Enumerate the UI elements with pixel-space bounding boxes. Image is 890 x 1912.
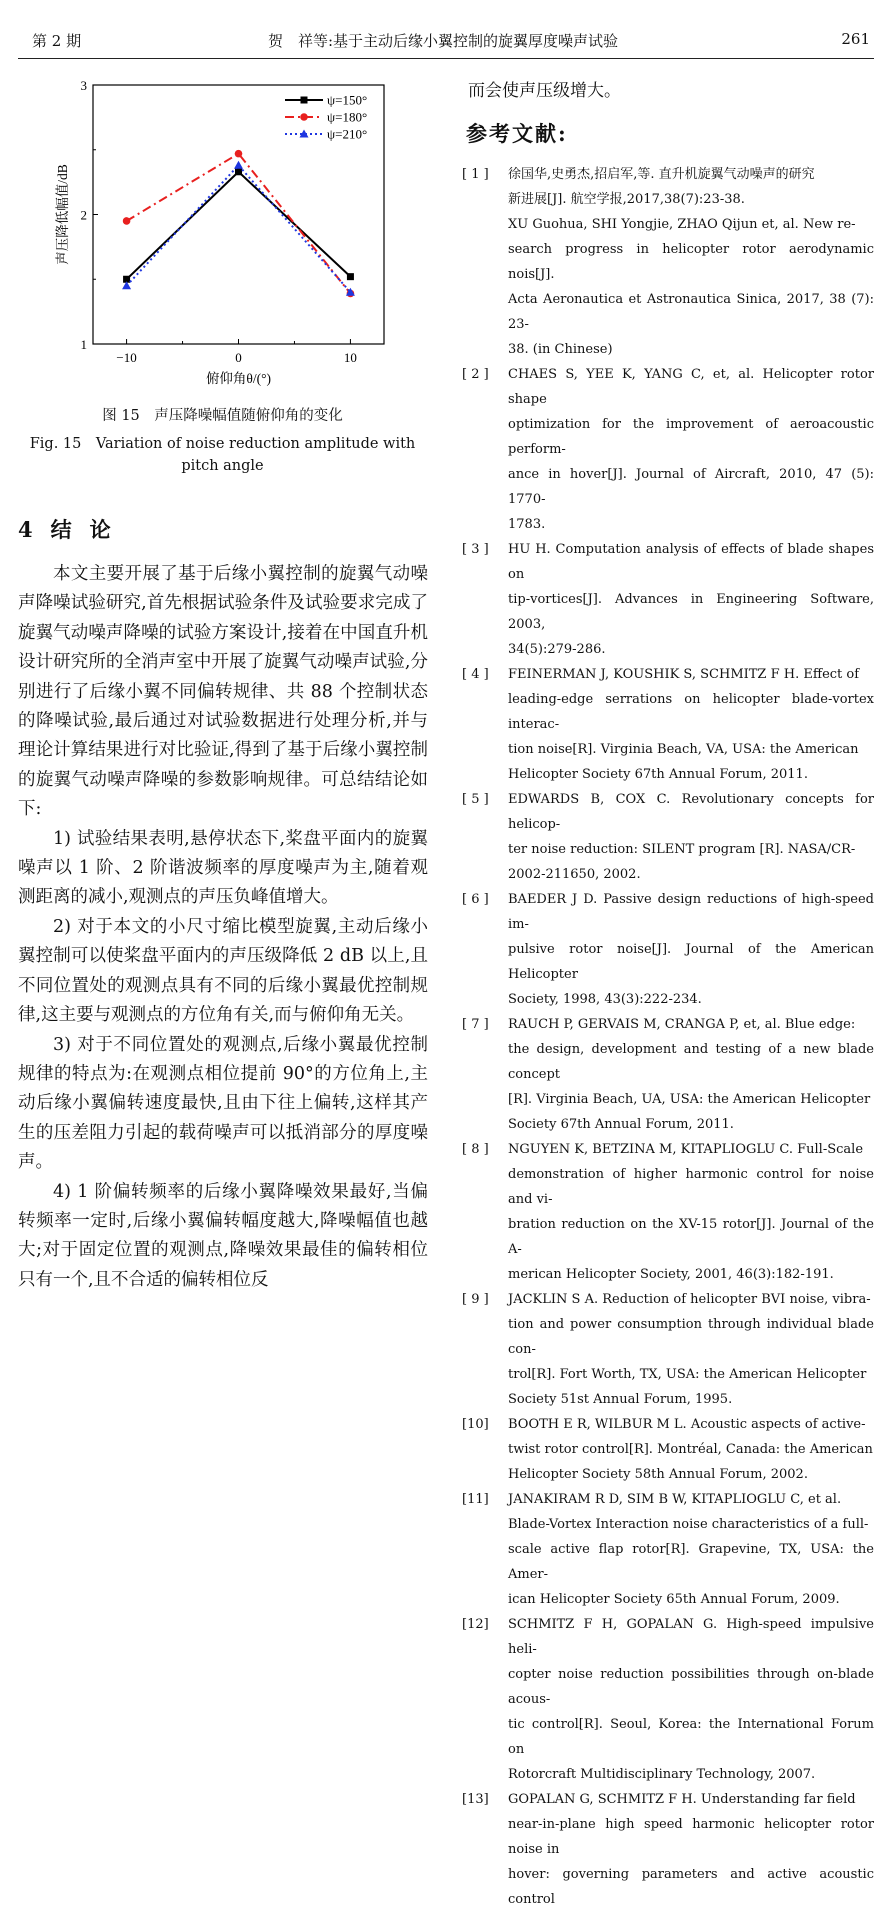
reference-line: HU H. Computation analysis of effects of blade shapes on <box>508 542 874 582</box>
reference-line: the design, development and testing of a new blade concept <box>508 1042 874 1082</box>
reference-number: [11] <box>462 1492 489 1507</box>
reference-line: tic control[R]. Seoul, Korea: the International Forum on <box>508 1717 874 1757</box>
x-tick-label: −10 <box>116 350 137 365</box>
reference-list <box>462 162 874 1912</box>
reference-line: EDWARDS B, COX C. Revolutionary concepts for helicop- <box>508 792 874 832</box>
reference-line: Society 67th Annual Forum, 2011. <box>508 1117 734 1132</box>
figure-caption-cn: 图 15 声压降噪幅值随俯仰角的变化 <box>102 408 343 424</box>
reference-number: [12] <box>462 1617 489 1632</box>
data-point <box>300 113 308 121</box>
reference-item <box>462 887 874 1012</box>
reference-number: [ 3 ] <box>462 542 489 557</box>
legend <box>285 93 367 142</box>
y-axis-label: 声压降低幅值/dB <box>55 164 70 265</box>
reference-line: [R]. Virginia Beach, UA, USA: the American Helicopter <box>508 1092 871 1107</box>
reference-number: [ 8 ] <box>462 1142 489 1157</box>
reference-line: leading-edge serrations on helicopter blade-vortex interac- <box>508 692 874 732</box>
reference-line: ance in hover[J]. Journal of Aircraft, 2010, 47 (5): 1770- <box>508 467 874 507</box>
reference-number: [13] <box>462 1792 489 1807</box>
y-tick-label: 3 <box>80 78 87 93</box>
reference-number: [ 4 ] <box>462 667 489 682</box>
page-number: 261 <box>841 30 870 48</box>
section-title: 结论 <box>50 517 129 542</box>
figure-15 <box>20 64 445 404</box>
reference-item <box>462 1487 874 1612</box>
reference-line: JANAKIRAM R D, SIM B W, KITAPLIOGLU C, et al. <box>508 1492 842 1507</box>
reference-item <box>462 1787 874 1912</box>
paragraph-continuation: 而会使声压级增大。 <box>468 81 621 101</box>
reference-line: XU Guohua, SHI Yongjie, ZHAO Qijun et, al. New re- <box>508 217 856 232</box>
reference-line: ican Helicopter Society 65th Annual Forum, 2009. <box>508 1592 840 1607</box>
figure-caption-en: Fig. 15 Variation of noise reduction amplitude with <box>29 436 416 452</box>
reference-line: twist rotor control[R]. Montréal, Canada: the American <box>508 1442 873 1457</box>
reference-line: BOOTH E R, WILBUR M L. Acoustic aspects of active- <box>508 1417 866 1432</box>
reference-line: demonstration of higher harmonic control for noise and vi- <box>508 1167 874 1207</box>
series-1 <box>123 168 354 282</box>
reference-item <box>462 1412 874 1487</box>
reference-item <box>462 662 874 787</box>
reference-number: [ 9 ] <box>462 1292 489 1307</box>
reference-line: NGUYEN K, BETZINA M, KITAPLIOGLU C. Full-Scale <box>508 1142 864 1157</box>
reference-line: 徐国华,史勇杰,招启军,等. 直升机旋翼气动噪声的研究 <box>508 167 815 182</box>
section-heading <box>18 514 129 544</box>
running-header <box>20 30 870 54</box>
chart <box>20 64 445 404</box>
legend-label: ψ=210° <box>327 126 368 142</box>
reference-line: merican Helicopter Society, 2001, 46(3):182-191. <box>508 1267 834 1282</box>
issue-number: 第 2 期 <box>32 32 82 50</box>
reference-item <box>462 1287 874 1412</box>
reference-line: SCHMITZ F H, GOPALAN G. High-speed impulsive heli- <box>508 1617 874 1657</box>
running-title: 贺 祥等:基于主动后缘小翼控制的旋翼厚度噪声试验 <box>268 32 619 50</box>
reference-line: bration reduction on the XV-15 rotor[J]. Journal of the A- <box>508 1217 874 1257</box>
y-tick-label: 1 <box>80 337 87 352</box>
paragraph: 本文主要开展了基于后缘小翼控制的旋翼气动噪声降噪试验研究,首先根据试验条件及试验要求完成了旋翼气动噪声降噪的试验方案设计,接着在中国直升机设计研究所的全消声室中开展了旋翼气动噪声试验,分别进行了后缘小翼不同偏转规律、共 88 个控制状态的降噪试验,最后通过对试验数据进行处理分析,并与理论计算结果进行对比验证,得到了基于后缘小翼控制的旋翼气动噪声降噪的参数影响规律。可总结结论如下: <box>18 564 428 820</box>
reference-number: [10] <box>462 1417 489 1432</box>
reference-line: FEINERMAN J, KOUSHIK S, SCHMITZ F H. Effect of <box>508 667 860 682</box>
paragraph: 3) 对于不同位置处的观测点,后缘小翼最优控制规律的特点为:在观测点相位提前 90°的方位角上,主动后缘小翼偏转速度最快,且由下往上偏转,这样其产生的压差阻力引起的载荷噪声可以抵消部分的厚度噪声。 <box>18 1034 428 1173</box>
reference-number: [ 2 ] <box>462 367 489 382</box>
data-point <box>235 150 243 158</box>
reference-item <box>462 1012 874 1137</box>
x-tick-label: 10 <box>343 350 357 365</box>
conclusion-body <box>18 560 428 1295</box>
reference-line: search progress in helicopter rotor aerodynamic nois[J]. <box>508 242 874 282</box>
reference-number: [ 6 ] <box>462 892 489 907</box>
reference-line: Acta Aeronautica et Astronautica Sinica, 2017, 38 (7): 23- <box>508 292 874 332</box>
reference-line: trol[R]. Fort Worth, TX, USA: the American Helicopter <box>508 1367 867 1382</box>
series-line <box>127 172 351 279</box>
reference-line: Blade-Vortex Interaction noise characteristics of a full- <box>508 1517 869 1532</box>
legend-label: ψ=150° <box>327 92 368 108</box>
reference-line: optimization for the improvement of aeroacoustic perform- <box>508 417 874 457</box>
reference-number: [ 1 ] <box>462 167 489 182</box>
reference-item <box>462 1137 874 1287</box>
reference-line: pulsive rotor noise[J]. Journal of the American Helicopter <box>508 942 874 982</box>
reference-item <box>462 787 874 887</box>
reference-line: tip-vortices[J]. Advances in Engineering Software, 2003, <box>508 592 874 632</box>
reference-line: Rotorcraft Multidisciplinary Technology, 2007. <box>508 1767 816 1782</box>
data-point <box>347 273 354 280</box>
reference-item <box>462 1612 874 1787</box>
reference-line: ter noise reduction: SILENT program [R]. NASA/CR- <box>508 842 856 857</box>
x-axis-label: 俯仰角θ/(°) <box>205 371 272 386</box>
reference-number: [ 5 ] <box>462 792 489 807</box>
paragraph: 4) 1 阶偏转频率的后缘小翼降噪效果最好,当偏转频率一定时,后缘小翼偏转幅度越大,降噪幅值也越大;对于固定位置的观测点,降噪效果最佳的偏转相位只有一个,且不合适的偏转相位反 <box>18 1181 428 1290</box>
reference-line: RAUCH P, GERVAIS M, CRANGA P, et, al. Blue edge: <box>508 1017 856 1032</box>
series-3 <box>122 161 355 296</box>
reference-line: tion and power consumption through individual blade con- <box>508 1317 874 1357</box>
y-tick-label: 2 <box>80 207 87 223</box>
reference-line: copter noise reduction possibilities through on-blade acous- <box>508 1667 874 1707</box>
paragraph: 2) 对于本文的小尺寸缩比模型旋翼,主动后缘小翼控制可以使桨盘平面内的声压级降低 2 dB 以上,且不同位置处的观测点具有不同的后缘小翼最优控制规律,这主要与观测点的方位角有关,而与俯仰角无关。 <box>18 916 428 1026</box>
reference-line: scale active flap rotor[R]. Grapevine, TX, USA: the Amer- <box>508 1542 874 1582</box>
reference-item <box>462 362 874 537</box>
reference-line: CHAES S, YEE K, YANG C, et, al. Helicopter rotor shape <box>508 367 874 407</box>
data-point <box>234 161 243 169</box>
reference-line: 新进展[J]. 航空学报,2017,38(7):23-38. <box>508 192 745 207</box>
section-number: 4 <box>18 517 33 542</box>
legend-label: ψ=180° <box>327 109 368 125</box>
x-tick-label: 0 <box>235 350 242 365</box>
reference-line: Helicopter Society 67th Annual Forum, 2011. <box>508 767 808 782</box>
reference-line: 1783. <box>508 517 546 532</box>
reference-line: tion noise[R]. Virginia Beach, VA, USA: the American <box>508 742 859 757</box>
reference-line: Helicopter Society 58th Annual Forum, 2002. <box>508 1467 808 1482</box>
reference-line: 34(5):279-286. <box>508 642 606 657</box>
data-point <box>235 168 242 175</box>
reference-line: BAEDER J D. Passive design reductions of high-speed im- <box>508 892 874 932</box>
reference-line: hover: governing parameters and active acoustic control <box>508 1867 874 1907</box>
figure-caption-en-cont: pitch angle <box>181 458 264 474</box>
series-line <box>127 165 351 292</box>
reference-line: 38. (in Chinese) <box>508 342 613 357</box>
reference-item <box>462 537 874 662</box>
data-point <box>123 217 131 225</box>
reference-line: 2002-211650, 2002. <box>508 867 641 882</box>
reference-line: Society, 1998, 43(3):222-234. <box>508 992 702 1007</box>
reference-number: [ 7 ] <box>462 1017 489 1032</box>
header-rule <box>18 58 874 59</box>
reference-line: Society 51st Annual Forum, 1995. <box>508 1392 733 1407</box>
reference-item <box>462 162 874 362</box>
reference-line: GOPALAN G, SCHMITZ F H. Understanding far field <box>508 1792 856 1807</box>
paragraph: 1) 试验结果表明,悬停状态下,桨盘平面内的旋翼噪声以 1 阶、2 阶谐波频率的厚度噪声为主,随着观测距离的减小,观测点的声压负峰值增大。 <box>18 828 428 908</box>
data-point <box>301 97 308 104</box>
reference-line: JACKLIN S A. Reduction of helicopter BVI noise, vibra- <box>508 1292 871 1307</box>
reference-line: near-in-plane high speed harmonic helicopter rotor noise in <box>508 1817 874 1857</box>
references-heading: 参考文献: <box>466 121 568 146</box>
